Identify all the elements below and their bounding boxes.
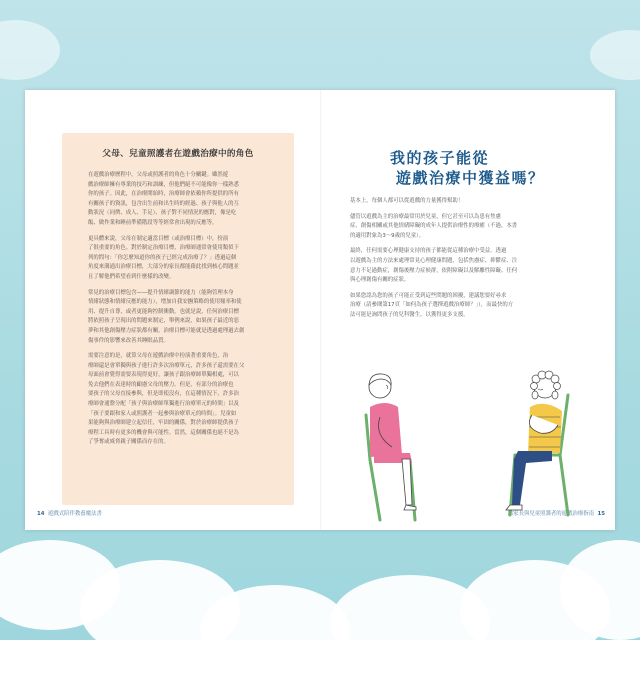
text-line: 動狀況（同儕、成人、手足）、孩子對不同情況的應對，像是吃: [88, 210, 237, 217]
woman-figure: [366, 374, 416, 520]
text-line: 果能夠與治療師建立起信任，牢固的關係，對於治療師提供孩子: [88, 420, 239, 427]
text-line: 飯、做作業和睡前準備階段等等經常會出現的反應等。: [88, 219, 218, 226]
text-line: 以遊戲為主的方法來處理常見心理健康問題，包括焦慮症、抑鬱症、注: [350, 257, 518, 264]
text-line: 「孩子要跟和家人或照護者一起參與治療單元的時間」。兒童如: [88, 410, 237, 417]
text-line: 治療（請參閱第17頁「如何為孩子選擇遊戲治療師？」），而最快的方: [350, 302, 514, 309]
hand: [552, 391, 558, 399]
paragraph: [340, 247, 586, 285]
pink-shirt: [370, 403, 402, 457]
text-line: 且了解他們希望看到什麼樣的改變。: [88, 273, 175, 280]
text-line: 要孩子的父母直接參與，但是即使沒有，在這種情況下，許多治: [88, 391, 239, 398]
box-body: [78, 171, 280, 454]
text-line: 有關孩子的資訊，包含出生前和出生時的經過、孩子與他人的互: [88, 200, 239, 207]
text-line: 最終，任何需要心理健康支持的孩子都能從這種治療中受益。透過: [350, 248, 507, 255]
text-line: 將依照孩子呈現出的問題來制定，舉例來說，如果孩子最近的惡: [88, 318, 239, 325]
text-line: 免去他們在表達時的顧慮父母的壓力。但是，有部分的治療也: [88, 381, 234, 388]
sidebar-box: [62, 133, 294, 505]
text-line: 情緒狀態和情緒反應的能力），增加自我安撫策略的使用頻率和使: [88, 299, 242, 306]
text-line: 療師還是會單獨與孩子進行許多次治療單元，許多孩子還需要在父: [88, 362, 245, 369]
paragraph: [78, 289, 280, 347]
text-line: 的適用對象為3～9歲的兒童）。: [350, 232, 425, 239]
child-figure: [506, 371, 568, 515]
paragraph: [340, 292, 586, 321]
paragraph: [78, 235, 280, 283]
paragraph: [78, 352, 280, 448]
paragraph: [340, 197, 586, 207]
blue-pants: [512, 451, 552, 505]
text-line: 你的孩子。因此，在治療開始時，治療師會依賴你所提供的所有: [88, 191, 239, 198]
paragraph: [340, 213, 586, 242]
text-line: 夢和其他創傷壓力症狀都有關，治療目標可能就是透過處理過去創: [88, 327, 245, 334]
text-line: 母面前會覺得需要表現得更好，讓孩子跟治療師單獨相處，可以: [88, 372, 239, 379]
text-line: 用、提升自尊，或者更能夠控制衝動。也就是說，任何治療目標: [88, 308, 239, 315]
right-body: [340, 197, 586, 327]
illustration: [340, 355, 600, 525]
text-line: 儘管以遊戲為主的治療最常用於兒童，但它甚至可以為患有焦慮: [350, 213, 501, 220]
text-line: 意力不足過動症，創傷後壓力症候群，依附障礙以及解離性障礙、任何: [350, 267, 518, 274]
text-line: 了爭奪或威脅親子關係而存在的。: [88, 439, 169, 446]
text-line: 角度來溝通出治療目標，大部分的家長都能藉此找到核心問題並: [88, 264, 239, 271]
text-line: 需要注意的是，就算父母在遊戲治療中扮演著重要角色，治: [88, 353, 229, 360]
page-number: 14: [37, 511, 45, 517]
text-line: 法可能是詢問孩子的兒科醫生，以獲得更多支援。: [350, 311, 469, 318]
title-line: 遊戲治療中獲益嗎？: [396, 169, 545, 187]
running-title: 遊戲式陪伴教養魔法書: [47, 511, 102, 517]
shoe: [506, 505, 522, 510]
text-line: 療程工具時有更多的機會與可能性。當然，這個關係也絕不是為: [88, 429, 239, 436]
text-line: 症、創傷相關或其他情緒障礙的成年人提供治療性的療癒（不過，本書: [350, 223, 518, 230]
text-line: 療師會通盤分配「孩子與治療師單獨進行治療單元的時間」以及: [88, 401, 239, 408]
cloud: [200, 585, 350, 675]
text-line: 傷事件的影響來改善其睡眠品質。: [88, 337, 169, 344]
text-line: 更具體來說，父母在制定適當目標（或治療目標）中，扮演: [88, 235, 229, 242]
text-line: 常見的治療目標包含——提升情緒調節的能力（能夠管理本身: [88, 289, 234, 296]
text-line: 在遊戲治療歷程中，父母或照護者的角色十分關鍵。雖然遊: [88, 172, 229, 178]
text-line: 基本上，每個人都可以從遊戲的力量獲得幫助！: [350, 198, 464, 204]
handwritten-title: [390, 148, 590, 188]
text-line: 與心理創傷有關的症狀。: [350, 277, 410, 284]
box-title: 父母、兒童照護者在遊戲治療中的角色: [102, 149, 254, 159]
paragraph: [78, 171, 280, 229]
text-line: 如果您認為您的孩子可能正受到這些問題的困擾，建議您要好尋求: [350, 292, 507, 299]
left-footer: [37, 509, 102, 517]
page-number: 15: [597, 511, 605, 517]
leg: [402, 459, 412, 505]
text-line: 了很重要的角色。對於制定治療目標，治療師通常會使用類似下: [88, 245, 239, 252]
running-title: 給家長與兒童照護者的遊戲治療指南: [507, 511, 595, 517]
page-gutter: [320, 90, 322, 530]
text-line: 戲治療師擁有專業的技巧和訓練，但他們絕不可能像你一樣熟悉: [88, 181, 239, 188]
hand: [532, 391, 538, 399]
title-line: 我的孩子能從: [390, 149, 490, 167]
text-line: 列的問句：「你怎麼知道你的孩子已經完成治療了？」透過這個: [88, 254, 237, 261]
